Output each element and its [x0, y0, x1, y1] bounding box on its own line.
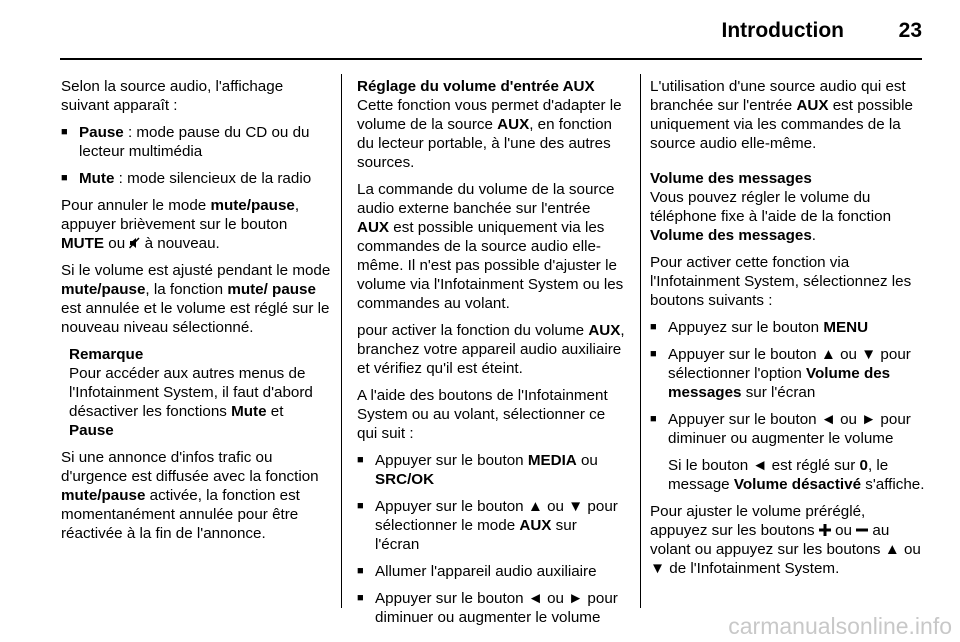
- text: s'affiche.: [861, 476, 925, 493]
- sub-paragraph: [650, 456, 925, 494]
- section-heading: Réglage du volume d'entrée AUX: [357, 78, 595, 95]
- bullet-bold: Mute: [79, 170, 115, 187]
- text: Appuyer sur le bouton: [375, 452, 528, 469]
- bold-text: MUTE: [61, 235, 105, 252]
- text: sur l'écran: [375, 517, 577, 553]
- text: Pour ajuster le volume préréglé, appuyez sur les boutons: [650, 503, 866, 539]
- bold-text: AUX: [497, 116, 530, 133]
- bold-text: Volume désactivé: [733, 476, 862, 493]
- bold-text: 0: [859, 457, 868, 474]
- plus-icon: [819, 524, 831, 536]
- bold-text: AUX: [796, 97, 829, 114]
- list-item: [357, 497, 625, 554]
- text: Appuyez sur le bouton: [668, 319, 824, 336]
- bold-text: MEDIA: [527, 452, 577, 469]
- text: sur l'écran: [741, 384, 816, 401]
- column-2: [357, 77, 625, 635]
- text: Pour accéder aux autres menus de l'Infotainment System, il faut d'abord désactiver les fonctions: [69, 365, 313, 420]
- column-divider-1: [341, 74, 342, 608]
- text: Appuyer sur le bouton ▲ ou ▼ pour sélectionner l'option: [668, 346, 911, 382]
- paragraph: [61, 261, 331, 337]
- paragraph: [61, 448, 331, 543]
- bold-text: Mute: [231, 403, 267, 420]
- column-3: [650, 77, 925, 586]
- text: est possible uniquement via les commandes de la source audio elle-même. Il n'est pas possible d'ajuster le volume via l'Infotainment System ou les commandes au volant.: [357, 219, 624, 312]
- bold-text: AUX: [357, 219, 390, 236]
- bold-text: AUX: [519, 517, 552, 534]
- list-item: [61, 169, 331, 188]
- text: Appuyer sur le bouton ▲ ou ▼ pour sélectionner le mode: [375, 498, 618, 534]
- text: ou: [576, 452, 598, 469]
- text: activée, la fonction est momentanément annulée pour être réactivée à la fin de l'annonce.: [61, 487, 300, 542]
- page-header: [0, 0, 960, 60]
- text: , appuyer brièvement sur le bouton: [61, 197, 300, 233]
- bullet-bold: Pause: [79, 124, 124, 141]
- paragraph: [357, 321, 625, 378]
- note-title: Remarque: [69, 346, 144, 363]
- note-box: [61, 345, 331, 440]
- text: Vous pouvez régler le volume du téléphone fixe à l'aide de la fonction: [650, 189, 892, 225]
- minus-icon: [856, 524, 868, 536]
- bold-text: MENU: [823, 319, 869, 336]
- column-divider-2: [640, 74, 641, 608]
- mute-icon: [129, 237, 140, 249]
- bold-text: Volume des messages: [650, 227, 812, 244]
- list-item: [61, 123, 331, 161]
- text: pour activer la fonction du volume: [357, 322, 589, 339]
- text: , en fonction du lecteur portable, à l'une des autres sources.: [357, 116, 612, 171]
- list-item: ■ Appuyer sur le bouton ◄ ou ► pour diminuer ou augmenter le volume: [650, 410, 925, 448]
- list-item: ■ Appuyer sur le bouton ◄ ou ► pour diminuer ou augmenter le volume: [357, 589, 625, 627]
- paragraph: [650, 77, 925, 153]
- watermark: carmanualsonline.info: [728, 613, 952, 639]
- bold-text: mute/pause: [61, 487, 146, 504]
- paragraph: [357, 180, 625, 313]
- page-number: 23: [898, 19, 922, 42]
- page-title: Introduction: [721, 19, 844, 42]
- bold-text: mute/pause: [61, 281, 146, 298]
- text: , le message: [668, 457, 889, 493]
- note-body: [69, 364, 331, 440]
- text: au volant ou appuyez sur les boutons ▲ ou ▼ de l'Infotainment System.: [650, 522, 921, 577]
- text: .: [811, 227, 817, 244]
- bold-text: Volume des messages: [668, 365, 891, 401]
- text: Cette fonction vous permet d'adapter le volume de la source: [357, 97, 622, 133]
- text: est possible uniquement via les commandes de la source audio elle-même.: [650, 97, 913, 152]
- bullet-text: : mode silencieux de la radio: [114, 170, 312, 187]
- bold-text: Pause: [69, 422, 114, 439]
- list-item: [357, 451, 625, 489]
- bold-text: mute/pause: [210, 197, 295, 214]
- text: Si une annonce d'infos trafic ou d'urgence est diffusée avec la fonction: [61, 449, 319, 485]
- text: La commande du volume de la source audio externe banchée sur l'entrée: [357, 181, 615, 217]
- text: , la fonction: [145, 281, 228, 298]
- paragraph: [61, 196, 331, 253]
- text: Pour annuler le mode: [61, 197, 211, 214]
- section-heading: Volume des messages: [650, 170, 812, 187]
- text: Si le volume est ajusté pendant le mode: [61, 262, 331, 279]
- intro-paragraph: Selon la source audio, l'affichage suivant apparaît :: [61, 78, 284, 114]
- bold-text: mute/ pause: [227, 281, 316, 298]
- bullet-text: : mode pause du CD ou du lecteur multimédia: [79, 124, 310, 160]
- paragraph: [650, 502, 925, 578]
- column-1: [61, 77, 331, 551]
- list-item: ■ Allumer l'appareil audio auxiliaire: [357, 562, 625, 581]
- text: Si le bouton ◄ est réglé sur: [668, 457, 860, 474]
- text: est annulée et le volume est réglé sur le nouveau niveau sélectionné.: [61, 300, 330, 336]
- list-item: [650, 318, 925, 337]
- text: L'utilisation d'une source audio qui est branchée sur l'entrée: [650, 78, 906, 114]
- header-rule: [60, 58, 922, 60]
- bold-text: AUX: [588, 322, 621, 339]
- paragraph: [650, 188, 925, 245]
- text: à nouveau.: [140, 235, 220, 252]
- text: ou: [104, 235, 130, 252]
- text: , branchez votre appareil audio auxiliaire et vérifiez qu'il est éteint.: [357, 322, 625, 377]
- list-item: [650, 345, 925, 402]
- paragraph: Pour activer cette fonction via l'Infotainment System, sélectionnez les boutons suivants :: [650, 254, 912, 309]
- text: ou: [830, 522, 857, 539]
- paragraph: [357, 96, 625, 172]
- text: et: [266, 403, 284, 420]
- bold-text: SRC/OK: [375, 471, 435, 488]
- paragraph: A l'aide des boutons de l'Infotainment System ou au volant, sélectionner ce qui suit :: [357, 387, 608, 442]
